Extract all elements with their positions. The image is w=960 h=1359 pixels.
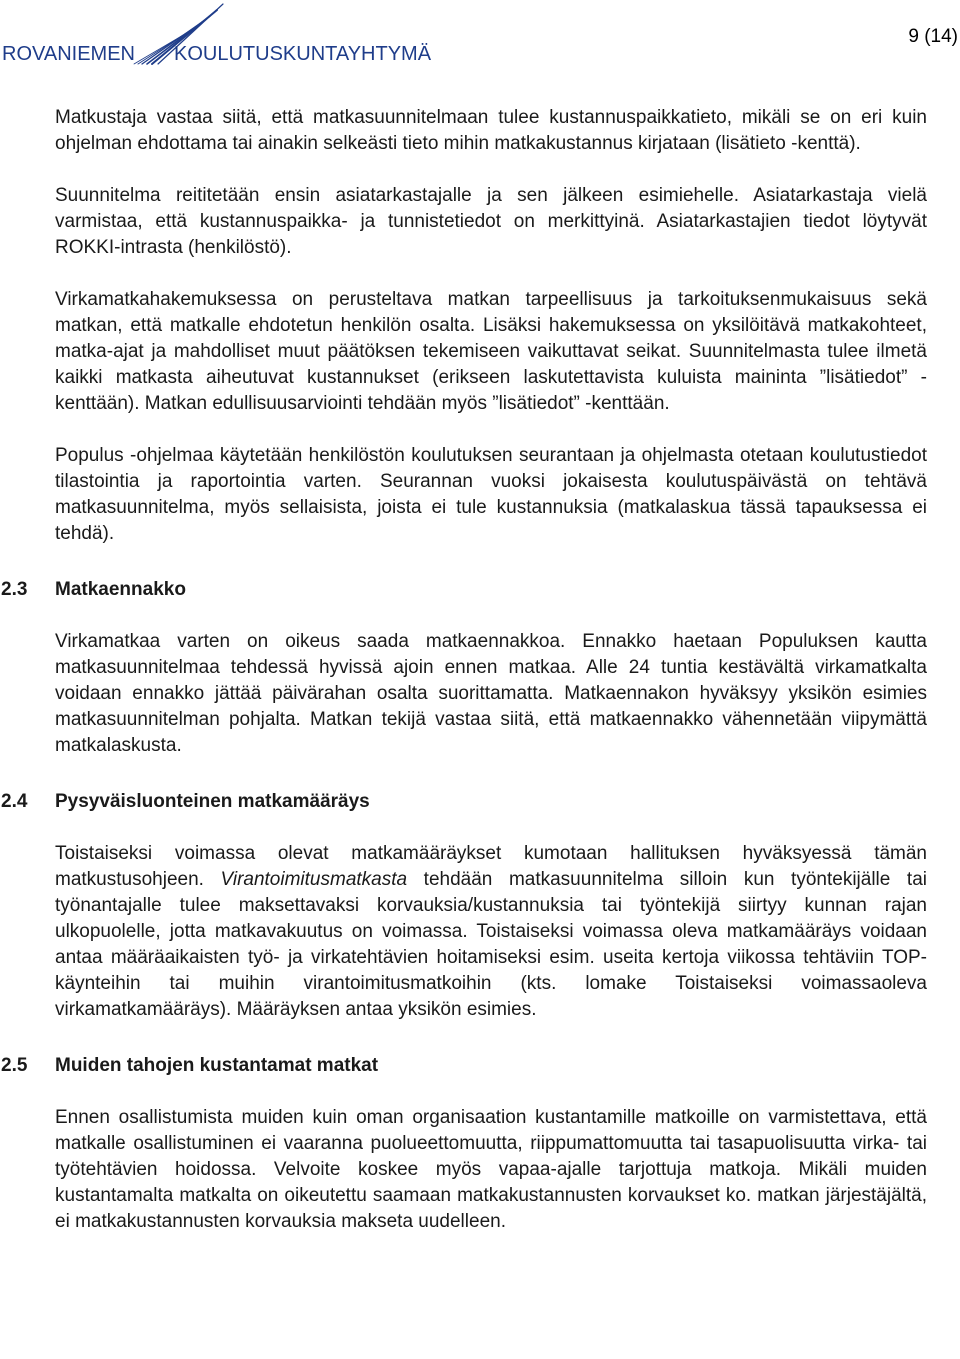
svg-text:ROVANIEMEN: ROVANIEMEN [2,43,135,65]
page-header [0,0,960,80]
paragraph-populus: Populus -ohjelmaa käytetään henkilöstön koulutuksen seurantaan ja ohjelmasta otetaan koulutustiedot tilastointia ja raportointia varten. Seurannan vuoksi jokaisesta koulutuspäivästä on tehtävä matkasuunnitelma, myös sellaisista, joista ei tule kustannuksia (matkalaskua tässä tapauksessa ei tehdä). [55,445,927,544]
section-heading-2-4 [1,789,927,815]
italic-term: Virantoimitusmatkasta [220,869,408,890]
section-heading-2-5 [1,1053,927,1079]
section-number: 2.3 [1,579,28,600]
document-body [1,105,927,1235]
section-title: Muiden tahojen kustantamat matkat [55,1055,379,1076]
organization-logo [2,2,432,74]
paragraph-application: Virkamatkahakemuksessa on perusteltava matkan tarpeellisuus ja tarkoituksenmukaisuus sekä matkan, että matkalle ehdotetun henkilön osalta. Lisäksi hakemuksessa on yksilöitävä matkakohteet, matka-ajat ja mahdolliset muut päätöksen tekemiseen vaikuttavat seikat. Suunnitelmasta tulee ilmetä kaikki matkasta aiheutuvat kustannukset (erikseen laskutettavista kuluista maininta ”lisätiedot” -kenttään). Matkan edullisuusarviointi tehdään myös ”lisätiedot” -kenttään. [55,289,927,414]
paragraph-cost-center: Matkustaja vastaa siitä, että matkasuunnitelmaan tulee kustannuspaikkatieto, mikäli se on eri kuin ohjelman ehdottama tai ainakin selkeästi tieto mihin matkakustannus kirjataan (lisätieto -kenttä). [55,107,927,154]
section-title: Pysyväisluonteinen matkamääräys [55,791,370,812]
section-number: 2.4 [1,791,28,812]
text-run: tehdään matkasuunnitelma silloin kun työntekijälle tai työnantajalle tulee maksettavaksi korvauksia/kustannuksia tai työntekijä siirtyy kunnan rajan ulkopuolelle, jotta matkavakuutus on voimassa. Toistaiseksi voimassa oleva matkamääräys voidaan antaa määräaikaisten työ- ja virkatehtävien hoitamiseksi esim. useita kertoja viikossa tehtäviin TOP-käynteihin tai muihin virantoimitusmatkoihin (kts. lomake Toistaiseksi voimassaoleva virkamatkamääräys). Määräyksen antaa yksikön esimies. [55,869,927,1020]
paragraph-external-funding: Ennen osallistumista muiden kuin oman organisaation kustantamille matkoille on varmistettava, että matkalle osallistuminen ei vaaranna puolueettomuutta, riippumattomuutta tai tasapuolisuutta virka- tai työtehtävien hoidossa. Velvoite koskee myös vapaa-ajalle tarjottuja matkoja. Mikäli muiden kustantamalta matkalta on oikeutettu saamaan matkakustannusten korvaukset ko. matkan järjestäjältä, ei matkakustannusten korvauksia makseta uudelleen. [55,1107,927,1232]
paragraph-routing: Suunnitelma reititetään ensin asiatarkastajalle ja sen jälkeen esimiehelle. Asiatarkastaja vielä varmistaa, että kustannuspaikka- ja tunnistetiedot on merkittyinä. Asiatarkastajien tiedot löytyvät ROKKI-intrasta (henkilöstö). [55,185,927,258]
paragraph-advance: Virkamatkaa varten on oikeus saada matkaennakkoa. Ennakko haetaan Populuksen kautta matkasuunnitelmaa tehdessä hyvissä ajoin ennen matkaa. Alle 24 tuntia kestävältä virkamatkalta voidaan ennakko jättää päivärahan osalta suorittamatta. Matkaennakon hyväksyy yksikön esimies matkasuunnitelman pohjalta. Matkan tekijä vastaa siitä, että matkaennakko vähennetään viipymättä matkalaskusta. [55,631,927,756]
paragraph-standing-order [55,841,927,1023]
page-number: 9 (14) [908,26,958,47]
section-title: Matkaennakko [55,579,186,600]
section-number: 2.5 [1,1055,28,1076]
section-heading-2-3 [1,577,927,603]
text-run: Toistaiseksi voimassa olevat matkamääräykset kumotaan hallituksen hyväksyessä tämän matkustusohjeen. [55,843,927,890]
svg-text:KOULUTUSKUNTAYHTYMÄ: KOULUTUSKUNTAYHTYMÄ [174,43,432,65]
